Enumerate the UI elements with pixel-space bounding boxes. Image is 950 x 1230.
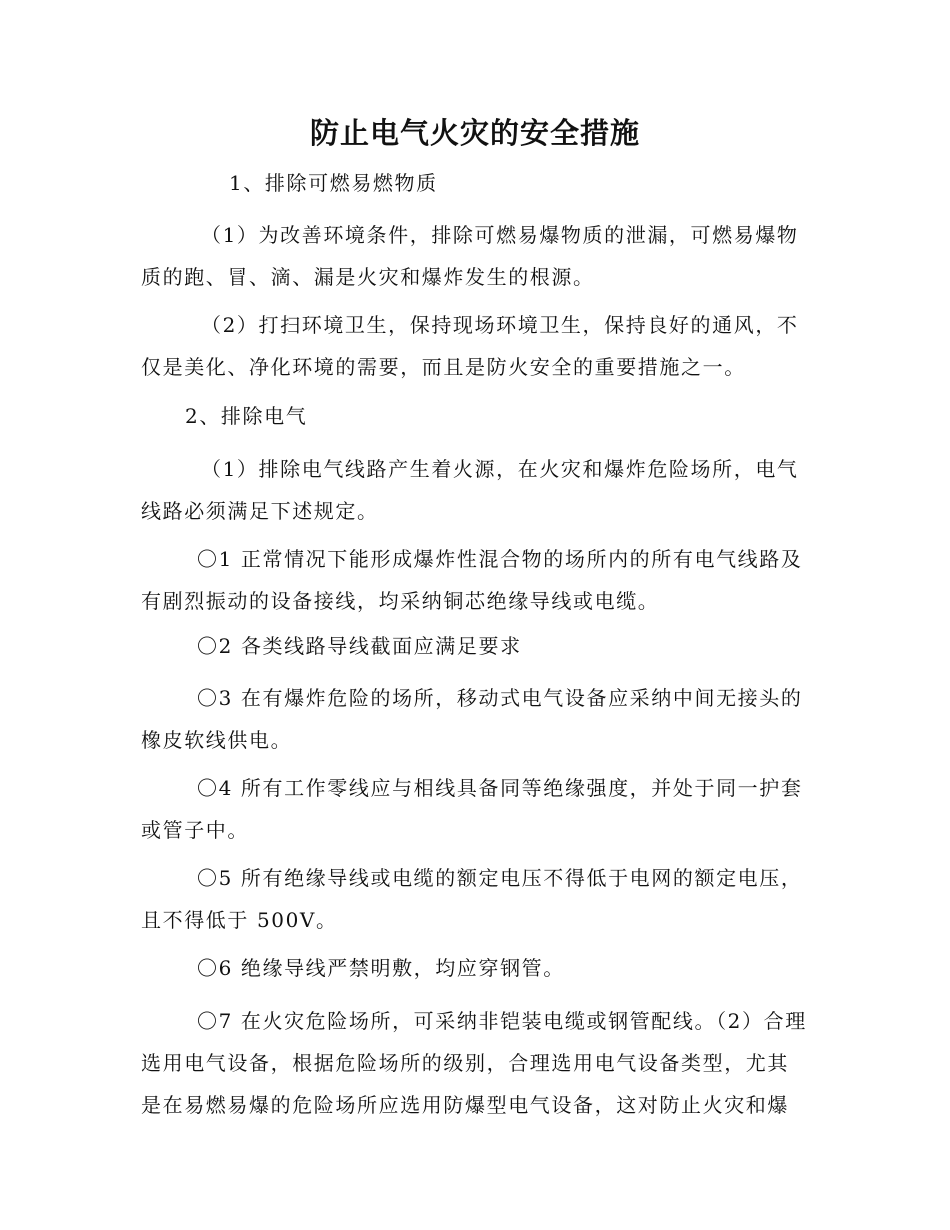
paragraph-line: （2）打扫环境卫生，保持现场环境卫生，保持良好的通风，不 [201,313,799,337]
list-item-line: 橡皮软线供电。 [141,728,293,752]
paragraph [141,304,809,388]
paragraph-line: （1）为改善环境条件，排除可燃易爆物质的泄漏，可燃易爆物 [201,223,799,247]
list-item [141,767,809,851]
section-heading [141,162,809,204]
list-item [141,538,809,622]
list-item-line: 〇2 各类线路导线截面应满足要求 [197,634,522,658]
list-item-line: 或管子中。 [141,818,249,842]
paragraph-line: 质的跑、冒、滴、漏是火灾和爆炸发生的根源。 [141,265,595,289]
paragraph-line: 仅是美化、净化环境的需要，而且是防火安全的重要措施之一。 [141,355,746,379]
paragraph-line: （1）排除电气线路产生着火源，在火灾和爆炸危险场所，电气 [201,457,799,481]
list-item [141,947,809,989]
paragraph-line: 线路必须满足下述规定。 [141,499,379,523]
list-item [141,677,809,761]
paragraph [141,448,809,532]
list-item [141,625,809,667]
list-item [141,857,809,941]
section-heading [141,395,809,437]
list-item-line: 〇5 所有绝缘导线或电缆的额定电压不得低于电网的额定电压， [197,866,803,890]
list-item-line: 〇7 在火灾危险场所，可采纳非铠装电缆或钢管配线。（2）合理 [197,1009,807,1033]
list-item-line: 〇3 在有爆炸危险的场所，移动式电气设备应采纳中间无接头的 [197,686,803,710]
list-item-line: 有剧烈振动的设备接线，均采纳铜芯绝缘导线或电缆。 [141,589,660,613]
section-heading-text: 1、排除可燃易燃物质 [229,171,438,195]
list-item-line: 且不得低于 500V。 [141,908,338,932]
list-item-line: 〇4 所有工作零线应与相线具备同等绝缘强度，并处于同一护套 [197,776,803,800]
section-heading-text: 2、排除电气 [185,404,308,428]
list-item [141,1000,813,1126]
document-title: 防止电气火灾的安全措施 [309,116,640,150]
list-item-line: 是在易燃易爆的危险场所应选用防爆型电气设备，这对防止火灾和爆 [141,1093,789,1117]
paragraph [141,214,809,298]
list-item-line: 选用电气设备，根据危险场所的级别，合理选用电气设备类型，尤其 [141,1051,789,1075]
list-item-line: 〇1 正常情况下能形成爆炸性混合物的场所内的所有电气线路及 [197,547,803,571]
list-item-line: 〇6 绝缘导线严禁明敷，均应穿钢管。 [197,956,565,980]
